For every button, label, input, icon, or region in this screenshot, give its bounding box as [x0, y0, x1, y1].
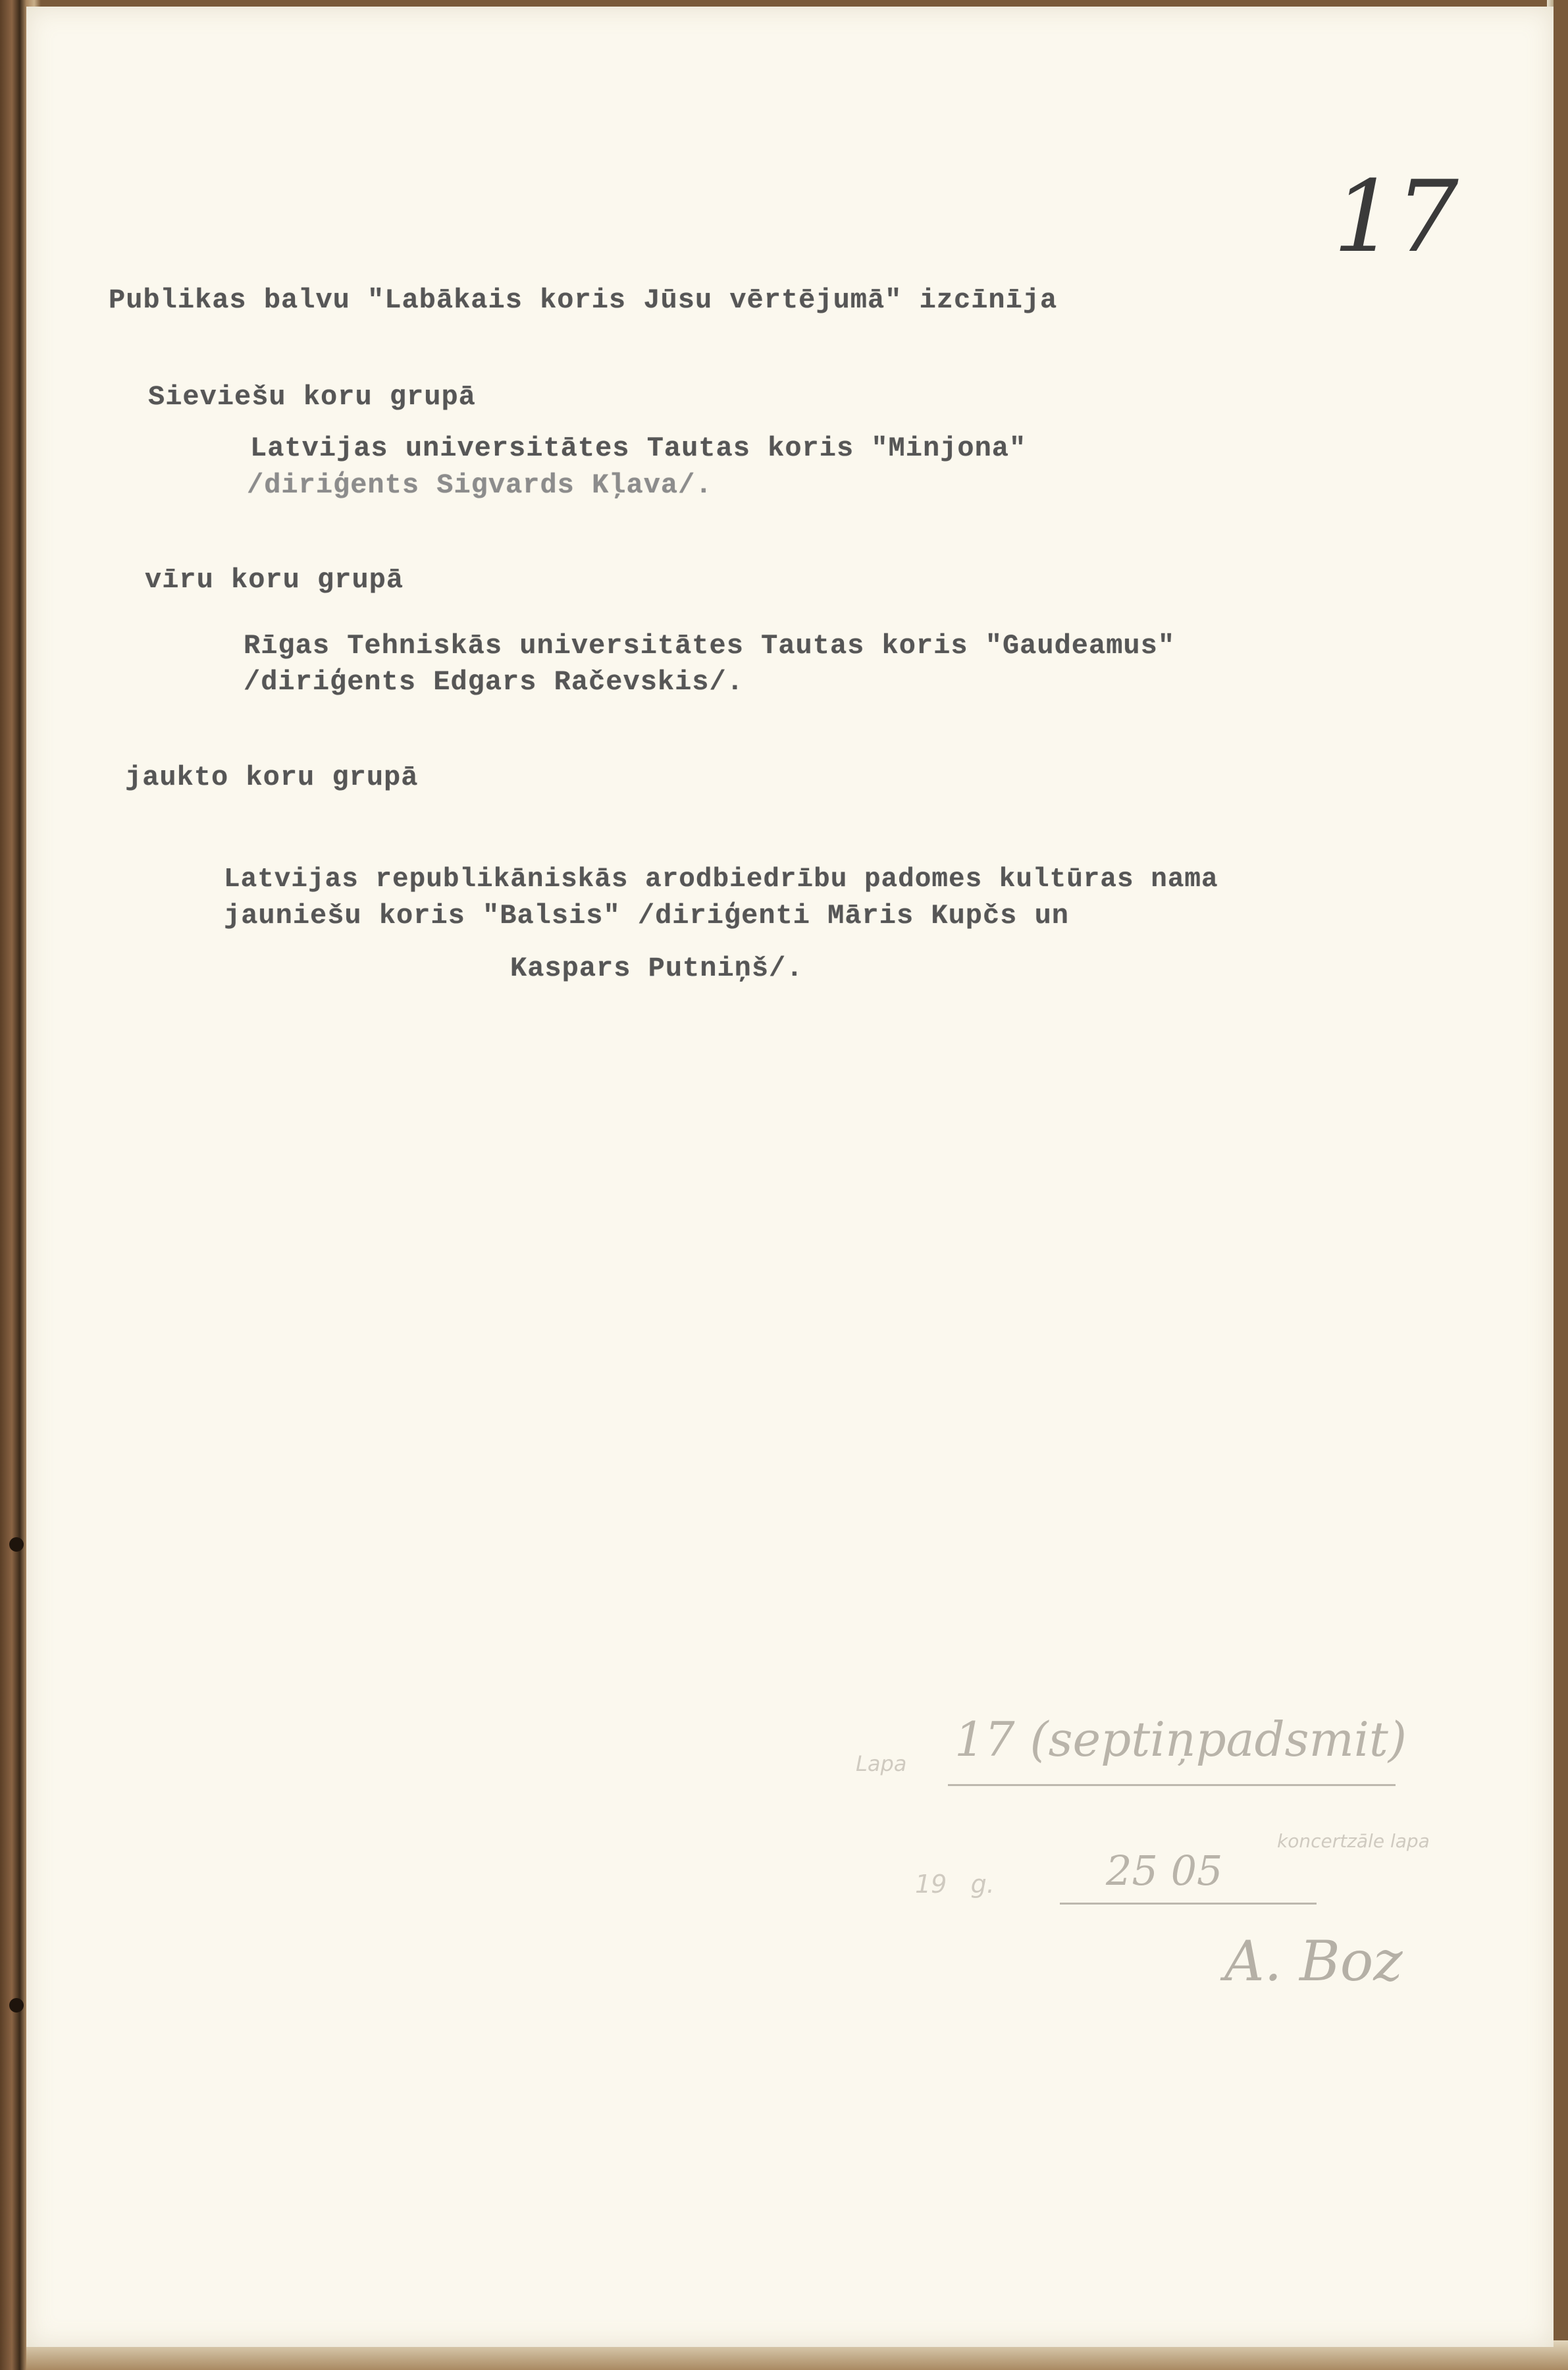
archive-date: 25 05 — [1106, 1847, 1223, 1895]
page-number: 17 — [1333, 160, 1459, 275]
group-label: Sieviešu koru grupā — [148, 381, 476, 413]
group-entry-line: Rīgas Tehniskās universitātes Tautas koris "Gaudeamus" — [244, 630, 1176, 662]
group-entry-line: Latvijas universitātes Tautas koris "Minjona" — [250, 433, 1027, 464]
archive-signature: A. Boz — [1224, 1929, 1403, 1993]
group-entry-line: Latvijas republikāniskās arodbiedrību padomes kultūras nama — [224, 864, 1218, 895]
document-heading: Publikas balvu "Labākais koris Jūsu vērtējumā" izcīnīja — [109, 284, 1058, 316]
archive-sheet-number: 17 (septiņpadsmit) — [954, 1712, 1407, 1767]
binding-hole — [9, 1537, 24, 1552]
stamp-line — [1060, 1903, 1317, 1905]
stamp-text: 19 g. — [915, 1870, 995, 1899]
stamp-line — [948, 1784, 1396, 1786]
group-label: vīru koru grupā — [145, 564, 404, 596]
group-label: jaukto koru grupā — [125, 762, 419, 793]
group-entry-line: jauniešu koris "Balsis" /diriģenti Māris Kupčs un — [224, 900, 1070, 932]
group-entry-line: /diriģents Sigvards Kļava/. — [247, 469, 713, 501]
stamp-text: Lapa — [856, 1751, 907, 1776]
group-entry-line: Kaspars Putniņš/. — [510, 953, 804, 984]
group-entry-line: /diriģents Edgars Račevskis/. — [244, 666, 744, 698]
document-page — [26, 7, 1554, 2347]
stamp-text: koncertzāle lapa — [1277, 1830, 1430, 1852]
binding-hole — [9, 1998, 24, 2013]
